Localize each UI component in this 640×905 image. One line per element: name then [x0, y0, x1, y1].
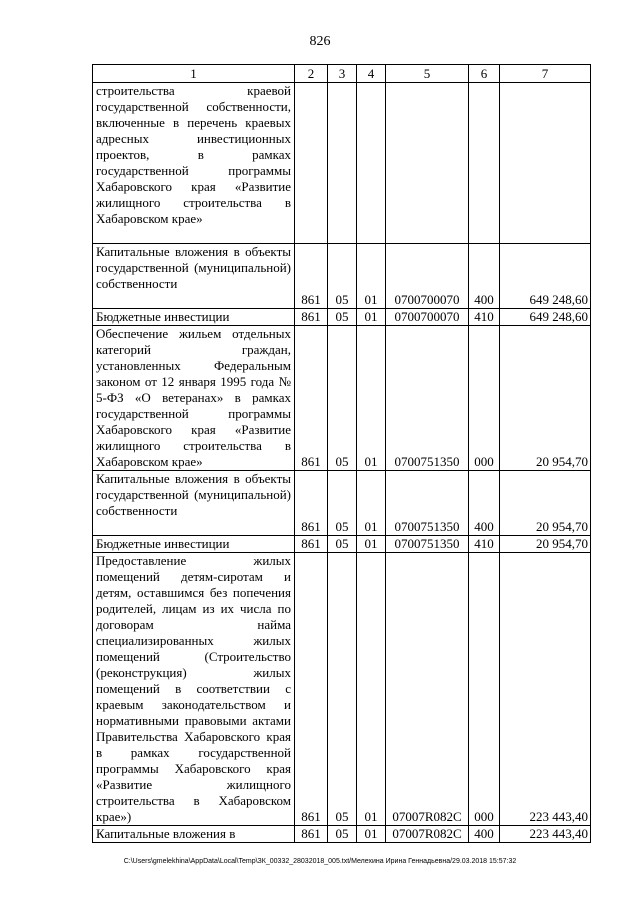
file-path-footer: C:\Users\gmelekhina\AppData\Local\Temp\ЗК_00332_28032018_005.txt/Мелехина Ирина Геннадьевна/29.03.2018 15:57:32: [123, 858, 517, 865]
cell-target-article: 07007R082C: [386, 553, 469, 826]
cell-ministry: 861: [295, 309, 328, 326]
cell-expense-type: 400: [469, 244, 500, 309]
row-description: Обеспечение жильем отдельных категорий граждан, установленных Федеральным законом от 12 января 1995 года № 5-ФЗ «О ветеранах» в рамках государственной программы Хабаровского края «Развитие жилищного строительства в Хабаровском крае»: [93, 326, 295, 471]
cell-section: 05: [328, 553, 357, 826]
cell-target-article: 0700751350: [386, 536, 469, 553]
header-cell: 1: [93, 65, 295, 83]
cell-section: 05: [328, 471, 357, 536]
cell-ministry: 861: [295, 553, 328, 826]
cell-amount: 20 954,70: [500, 536, 591, 553]
header-cell: 5: [386, 65, 469, 83]
header-cell: 6: [469, 65, 500, 83]
cell-target-article: 07007R082C: [386, 826, 469, 843]
cell-expense-type: [469, 83, 500, 244]
cell-subsection: 01: [357, 536, 386, 553]
row-description: Капитальные вложения в объекты государственной (муниципальной) собственности: [93, 244, 295, 309]
table-row: [93, 536, 591, 553]
cell-expense-type: 000: [469, 553, 500, 826]
row-description: строительства краевой государственной собственности, включенные в перечень краевых адресных инвестиционных проектов, в рамках государственной программы Хабаровского края «Развитие жилищного строительства в Хабаровском крае»: [93, 83, 295, 244]
cell-expense-type: 410: [469, 536, 500, 553]
cell-amount: 649 248,60: [500, 309, 591, 326]
cell-section: 05: [328, 326, 357, 471]
row-description: Капитальные вложения в объекты государственной (муниципальной) собственности: [93, 471, 295, 536]
row-description: Капитальные вложения в: [93, 826, 295, 843]
cell-subsection: 01: [357, 826, 386, 843]
cell-target-article: 0700751350: [386, 326, 469, 471]
table-row: [93, 826, 591, 843]
cell-target-article: 0700751350: [386, 471, 469, 536]
header-cell: 4: [357, 65, 386, 83]
header-cell: 2: [295, 65, 328, 83]
cell-section: 05: [328, 826, 357, 843]
row-description: Бюджетные инвестиции: [93, 536, 295, 553]
row-description: Бюджетные инвестиции: [93, 309, 295, 326]
cell-expense-type: 410: [469, 309, 500, 326]
table-row: [93, 309, 591, 326]
cell-subsection: 01: [357, 244, 386, 309]
cell-amount: 223 443,40: [500, 553, 591, 826]
cell-ministry: 861: [295, 536, 328, 553]
table-row: [93, 471, 591, 536]
table-row: [93, 326, 591, 471]
cell-expense-type: 400: [469, 826, 500, 843]
cell-target-article: 0700700070: [386, 244, 469, 309]
cell-section: 05: [328, 244, 357, 309]
cell-expense-type: 400: [469, 471, 500, 536]
cell-ministry: [295, 83, 328, 244]
cell-section: [328, 83, 357, 244]
header-cell: 3: [328, 65, 357, 83]
cell-amount: 20 954,70: [500, 471, 591, 536]
cell-amount: 20 954,70: [500, 326, 591, 471]
cell-subsection: 01: [357, 309, 386, 326]
cell-amount: 649 248,60: [500, 244, 591, 309]
cell-target-article: [386, 83, 469, 244]
header-cell: 7: [500, 65, 591, 83]
table-row: [93, 553, 591, 826]
page-number: 826: [309, 34, 331, 49]
cell-subsection: 01: [357, 326, 386, 471]
cell-ministry: 861: [295, 244, 328, 309]
budget-table: [92, 64, 591, 843]
cell-section: 05: [328, 309, 357, 326]
cell-ministry: 861: [295, 826, 328, 843]
table-row: [93, 83, 591, 244]
cell-expense-type: 000: [469, 326, 500, 471]
cell-subsection: [357, 83, 386, 244]
cell-amount: [500, 83, 591, 244]
cell-subsection: 01: [357, 553, 386, 826]
cell-ministry: 861: [295, 326, 328, 471]
cell-subsection: 01: [357, 471, 386, 536]
cell-target-article: 0700700070: [386, 309, 469, 326]
header-row: [93, 65, 591, 83]
row-description: Предоставление жилых помещений детям-сиротам и детям, оставшимся без попечения родителей, лицам из их числа по договорам найма специализированных жилых помещений (Строительство (реконструкция) жилых помещений в соответствии с краевым законодательством и нормативными правовыми актами Правительства Хабаровского края в рамках государственной программы Хабаровского края «Развитие жилищного строительства в Хабаровском крае»): [93, 553, 295, 826]
cell-section: 05: [328, 536, 357, 553]
cell-ministry: 861: [295, 471, 328, 536]
cell-amount: 223 443,40: [500, 826, 591, 843]
table-row: [93, 244, 591, 309]
